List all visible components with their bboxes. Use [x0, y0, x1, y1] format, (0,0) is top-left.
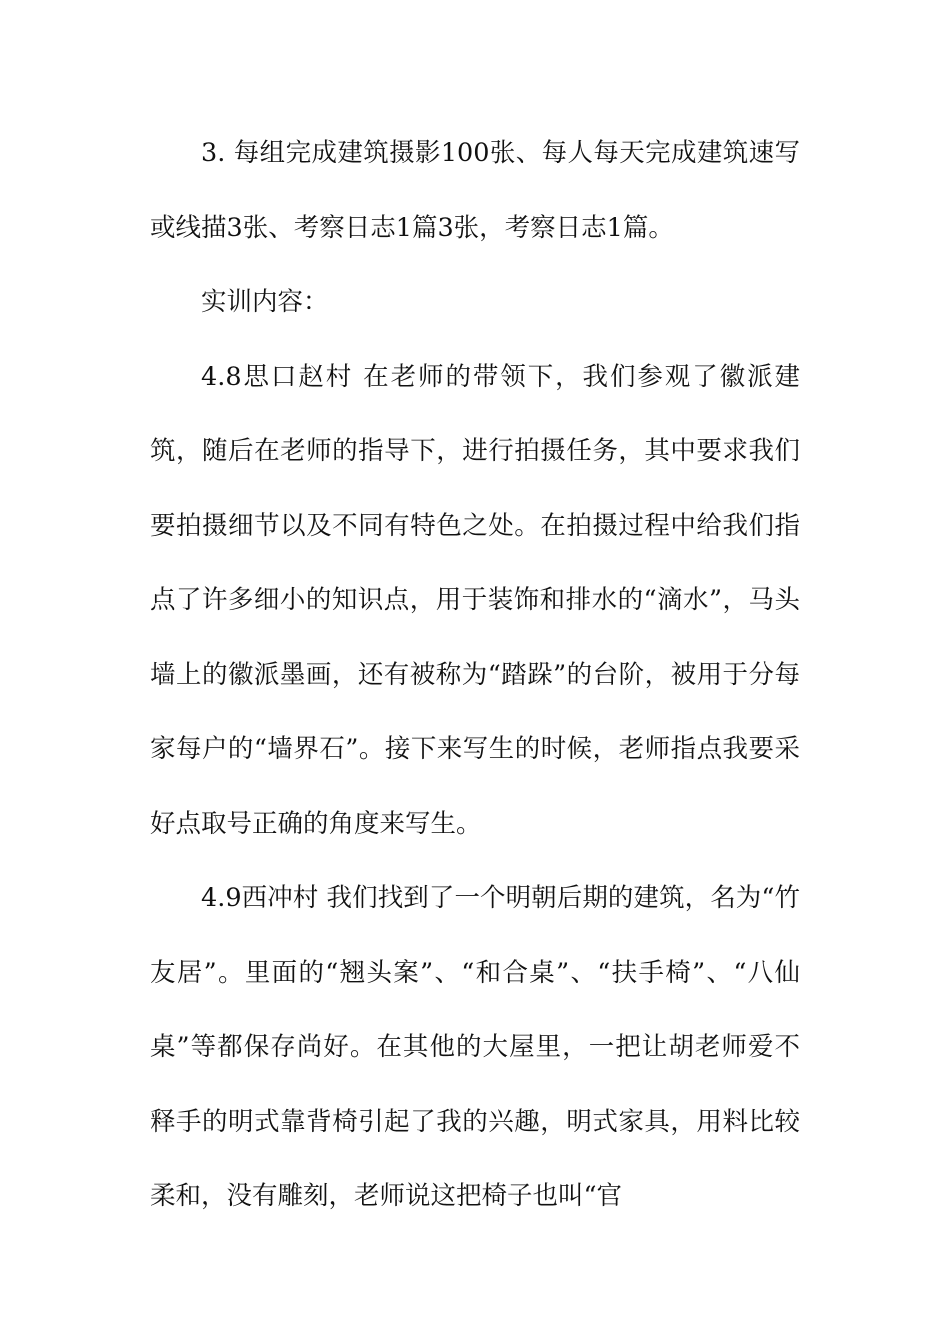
paragraph-section-heading: 实训内容： — [201, 287, 329, 317]
body-text — [150, 116, 800, 1234]
paragraph-xichong-village: 4.9西冲村 我们找到了一个明朝后期的建筑，名为“竹友居”。里面的“翘头案”、“和合桌”、“扶手椅”、“八仙桌”等都保存尚好。在其他的大屋里，一把让胡老师爱不释手的明式靠背椅引起了我的兴趣，明式家具，用料比较柔和，没有雕刻，老师说这把椅子也叫“官 — [150, 883, 800, 1211]
paragraph-sikou-zhaocun: 4.8思口赵村 在老师的带领下，我们参观了徽派建筑，随后在老师的指导下，进行拍摄任务，其中要求我们要拍摄细节以及不同有特色之处。在拍摄过程中给我们指点了许多细小的知识点，用于装饰和排水的“滴水”，马头墙上的徽派墨画，还有被称为“踏跺”的台阶，被用于分每家每户的“墙界石”。接下来写生的时候，老师指点我要采好点取号正确的角度来写生。 — [150, 361, 800, 839]
paragraph-requirements: 3. 每组完成建筑摄影100张、每人每天完成建筑速写或线描3张、考察日志1篇3张，考察日志1篇。 — [150, 138, 800, 243]
